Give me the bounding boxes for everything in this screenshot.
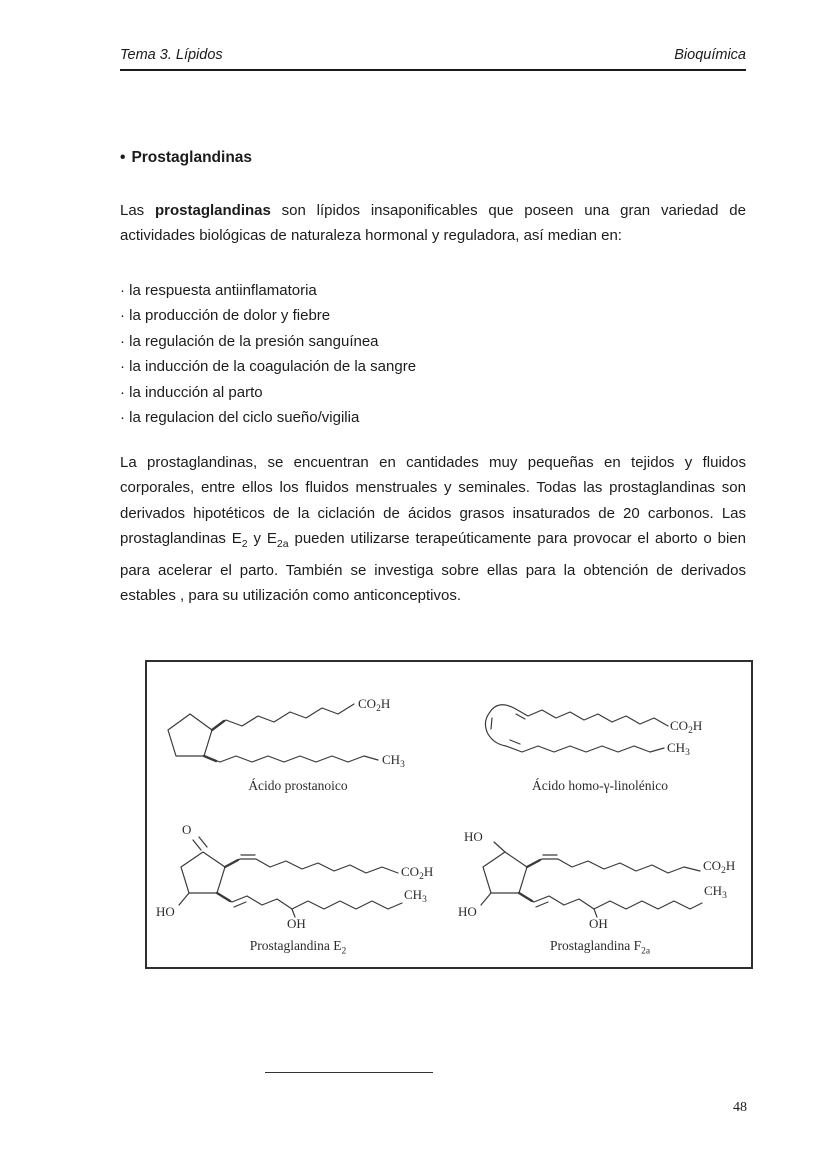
wedge-bond: [225, 860, 238, 867]
figure-box: [145, 660, 753, 969]
list-item: · la regulación de la presión sanguínea: [120, 332, 379, 350]
page-number: 48: [733, 1100, 747, 1115]
list-item: · la respuesta antiinflamatoria: [120, 282, 317, 299]
ho-label: HO: [464, 829, 483, 844]
header-right: Bioquímica: [674, 47, 746, 63]
pge2-structure: [148, 818, 448, 936]
body-paragraph: [120, 450, 746, 608]
double-bond-tick: [510, 740, 520, 744]
intro-post: son lípidos insaponificables que poseen una gran variedad de actividades biológicas de naturaleza hormonal y reguladora, así median en:: [120, 202, 746, 245]
heading-text: Prostaglandinas: [131, 149, 253, 166]
ch3-label: $CH_3$: [382, 752, 405, 770]
structure-caption: Ácido homo-γ-linolénico: [531, 778, 669, 793]
para2-seg2: y E: [247, 530, 277, 548]
wedge-bond: [519, 893, 532, 901]
intro-bold-term: prostaglandinas: [155, 202, 271, 219]
ch3-label: $CH_3$: [667, 740, 690, 758]
effects-list: [120, 278, 416, 430]
para2-sub1: 2: [241, 538, 248, 551]
intro-pre: Las: [120, 202, 155, 219]
co2h-label: $CO_2H$: [358, 696, 391, 714]
page-header: [120, 47, 746, 63]
skeletal-bonds: [481, 842, 702, 917]
wedge-bond: [217, 893, 230, 901]
oh-label: OH: [589, 916, 608, 931]
para2-seg1: La prostaglandinas, se encuentran en cantidades muy pequeñas en tejidos y fluidos corporales, entre ellos los fluidos menstruales y seminales. Todas las prostaglandinas son derivados hipotéticos de la ciclación de ácidos grasos insaturados de 20 carbonos. Las prostaglandinas E: [120, 454, 746, 548]
co2h-label: $CO_2H$: [703, 858, 736, 876]
heading-bullet: •: [120, 149, 126, 166]
ch3-label: $CH_3$: [404, 887, 427, 905]
figure-cell-prostanoico: [147, 662, 449, 812]
para2-sub2: 2a: [276, 538, 289, 551]
wedge-bond: [212, 721, 224, 730]
intro-paragraph: [120, 198, 746, 249]
structure-caption: Prostaglandina $E_2$: [249, 938, 347, 957]
section-heading: [120, 149, 252, 167]
double-bond-tick: [536, 902, 548, 907]
double-bond-tick: [234, 902, 246, 907]
ch3-label: $CH_3$: [704, 883, 727, 901]
list-item: · la inducción de la coagulación de la sangre: [120, 358, 417, 376]
double-bond-tick: [516, 714, 525, 719]
wedge-bond: [204, 756, 216, 761]
para2-seg3: pueden utilizarse terapeúticamente para provocar el aborto o bien para acelerar el parto. También se investiga sobre ellas para la obtención de derivados estables , para su utilización como anticonceptivos.: [120, 530, 746, 605]
structure-caption: Ácido prostanoico: [248, 778, 348, 793]
footnote-rule: [265, 1072, 433, 1073]
oh-label: OH: [287, 916, 306, 931]
double-bond-tick: [491, 718, 492, 729]
figure-cell-pgf2a: [449, 812, 751, 967]
ho-label: HO: [458, 904, 477, 919]
list-item: · la regulacion del ciclo sueño/vigilia: [120, 409, 360, 427]
pgf2a-structure: [450, 818, 750, 936]
list-item: · la producción de dolor y fiebre: [120, 307, 331, 325]
list-item: · la inducción al parto: [120, 383, 263, 401]
co2h-label: $CO_2H$: [401, 864, 434, 882]
figure-cell-linolenico: [449, 662, 751, 812]
homo-gamma-linolenic-structure: [450, 672, 750, 776]
wedge-bond: [527, 860, 540, 867]
figure-cell-pge2: [147, 812, 449, 967]
structure-caption: Prostaglandina $F_{2a}$: [549, 938, 651, 957]
header-rule: [120, 69, 746, 71]
skeletal-bonds: [179, 837, 402, 917]
skeletal-bonds: [168, 704, 378, 762]
ketone-o-label: O: [182, 822, 192, 837]
skeletal-bonds: [485, 705, 668, 752]
ho-label: HO: [156, 904, 175, 919]
header-left: Tema 3. Lípidos: [120, 47, 223, 63]
co2h-label: $CO_2H$: [670, 718, 703, 736]
prostanoic-acid-structure: [148, 672, 448, 776]
